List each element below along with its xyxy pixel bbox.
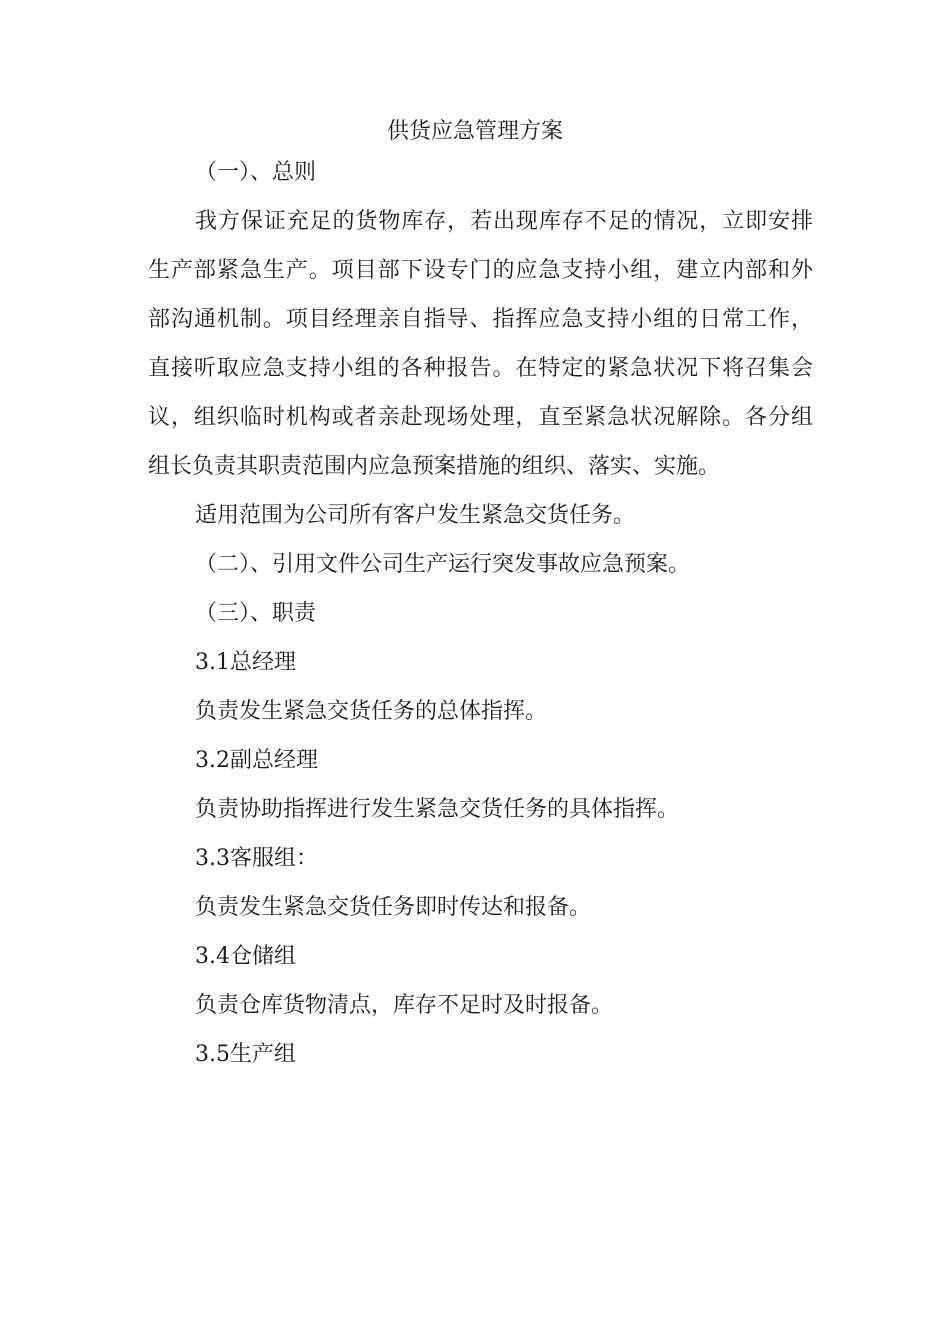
item-text: 负责协助指挥进行发生紧急交货任务的具体指挥。: [195, 797, 680, 822]
section-heading-duties: （三）、职责: [195, 601, 317, 626]
paragraph-line: 议，组织临时机构或者亲赴现场处理，直至紧急状况解除。各分组: [148, 405, 813, 430]
item-heading: 3.3客服组：: [195, 846, 318, 871]
section-heading-references: （二）、引用文件公司生产运行突发事故应急预案。: [195, 552, 691, 577]
item-text: 负责发生紧急交货任务即时传达和报备。: [195, 895, 592, 920]
paragraph-line: 部沟通机制。项目经理亲自指导、指挥应急支持小组的日常工作，: [148, 307, 813, 332]
item-text: 负责发生紧急交货任务的总体指挥。: [195, 699, 548, 724]
item-heading: 3.1总经理: [195, 650, 296, 675]
scope-paragraph: 适用范围为公司所有客户发生紧急交货任务。: [195, 503, 636, 528]
item-heading: 3.4仓储组: [195, 944, 296, 969]
document-title: 供货应急管理方案: [386, 119, 563, 144]
item-heading: 3.2副总经理: [195, 748, 318, 773]
paragraph-line: 直接听取应急支持小组的各种报告。在特定的紧急状况下将召集会: [148, 356, 813, 381]
item-text: 负责仓库货物清点，库存不足时及时报备。: [195, 993, 614, 1018]
item-heading: 3.5生产组: [195, 1042, 296, 1067]
paragraph-line: 组长负责其职责范围内应急预案措施的组织、落实、实施。: [148, 454, 721, 479]
section-heading-general: （一）、总则: [195, 160, 317, 185]
paragraph-line: 生产部紧急生产。项目部下设专门的应急支持小组，建立内部和外: [148, 258, 813, 283]
paragraph-line: 我方保证充足的货物库存，若出现库存不足的情况，立即安排: [195, 209, 813, 234]
